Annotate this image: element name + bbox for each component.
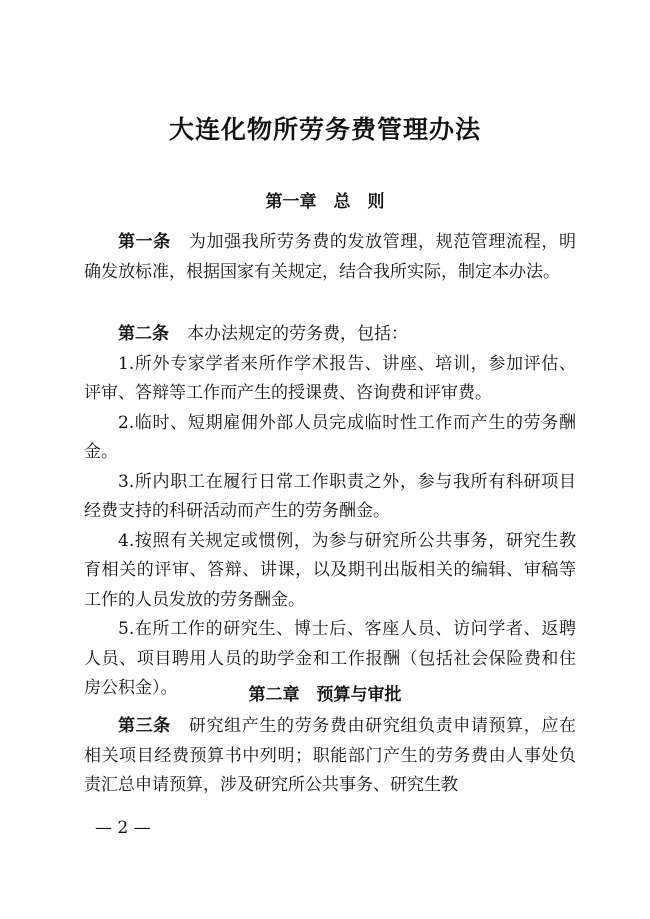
article-1-paragraph	[84, 228, 576, 287]
article-2-text: 本办法规定的劳务费，包括：	[187, 324, 408, 344]
chapter-2-heading: 第二章 预算与审批	[248, 685, 402, 705]
document-title: 大连化物所劳务费管理办法	[168, 115, 481, 144]
article-1-label: 第一条	[118, 232, 171, 252]
page-number: — 2 —	[95, 818, 151, 838]
chapter-1-heading: 第一章 总 则	[265, 192, 385, 212]
article-2-item-4: 4.按照有关规定或惯例，为参与研究所公共事务，研究生教育相关的评审、答辩、讲课，以及期刊出版相关的编辑、审稿等工作的人员发放的劳务酬金。	[84, 530, 576, 610]
article-2-item-3: 3.所内职工在履行日常工作职责之外，参与我所有科研项目经费支持的科研活动而产生的劳务酬金。	[84, 471, 576, 521]
article-2-label: 第二条	[118, 324, 169, 344]
article-2-item-1: 1.所外专家学者来所作学术报告、讲座、培训，参加评估、评审、答辩等工作而产生的授课费、咨询费和评审费。	[84, 353, 576, 403]
article-2-item-5: 5.在所工作的研究生、博士后、客座人员、访问学者、返聘人员、项目聘用人员的助学金和工作报酬（包括社会保险费和住房公积金）。	[84, 619, 576, 698]
article-2-intro	[84, 320, 576, 350]
article-2-item-2: 2.临时、短期雇佣外部人员完成临时性工作而产生的劳务酬金。	[84, 412, 576, 462]
article-3-text: 研究组产生的劳务费由研究组负责申请预算，应在相关项目经费预算书中列明；职能部门产生的劳务费由人事处负责汇总申请预算，涉及研究所公共事务、研究生教	[84, 716, 576, 795]
article-2	[84, 320, 576, 704]
article-3-label: 第三条	[118, 716, 171, 736]
article-3-paragraph	[84, 712, 576, 801]
article-1	[84, 228, 576, 287]
article-1-text: 为加强我所劳务费的发放管理，规范管理流程，明确发放标准，根据国家有关规定，结合我所实际，制定本办法。	[84, 232, 576, 282]
article-3	[84, 712, 576, 801]
